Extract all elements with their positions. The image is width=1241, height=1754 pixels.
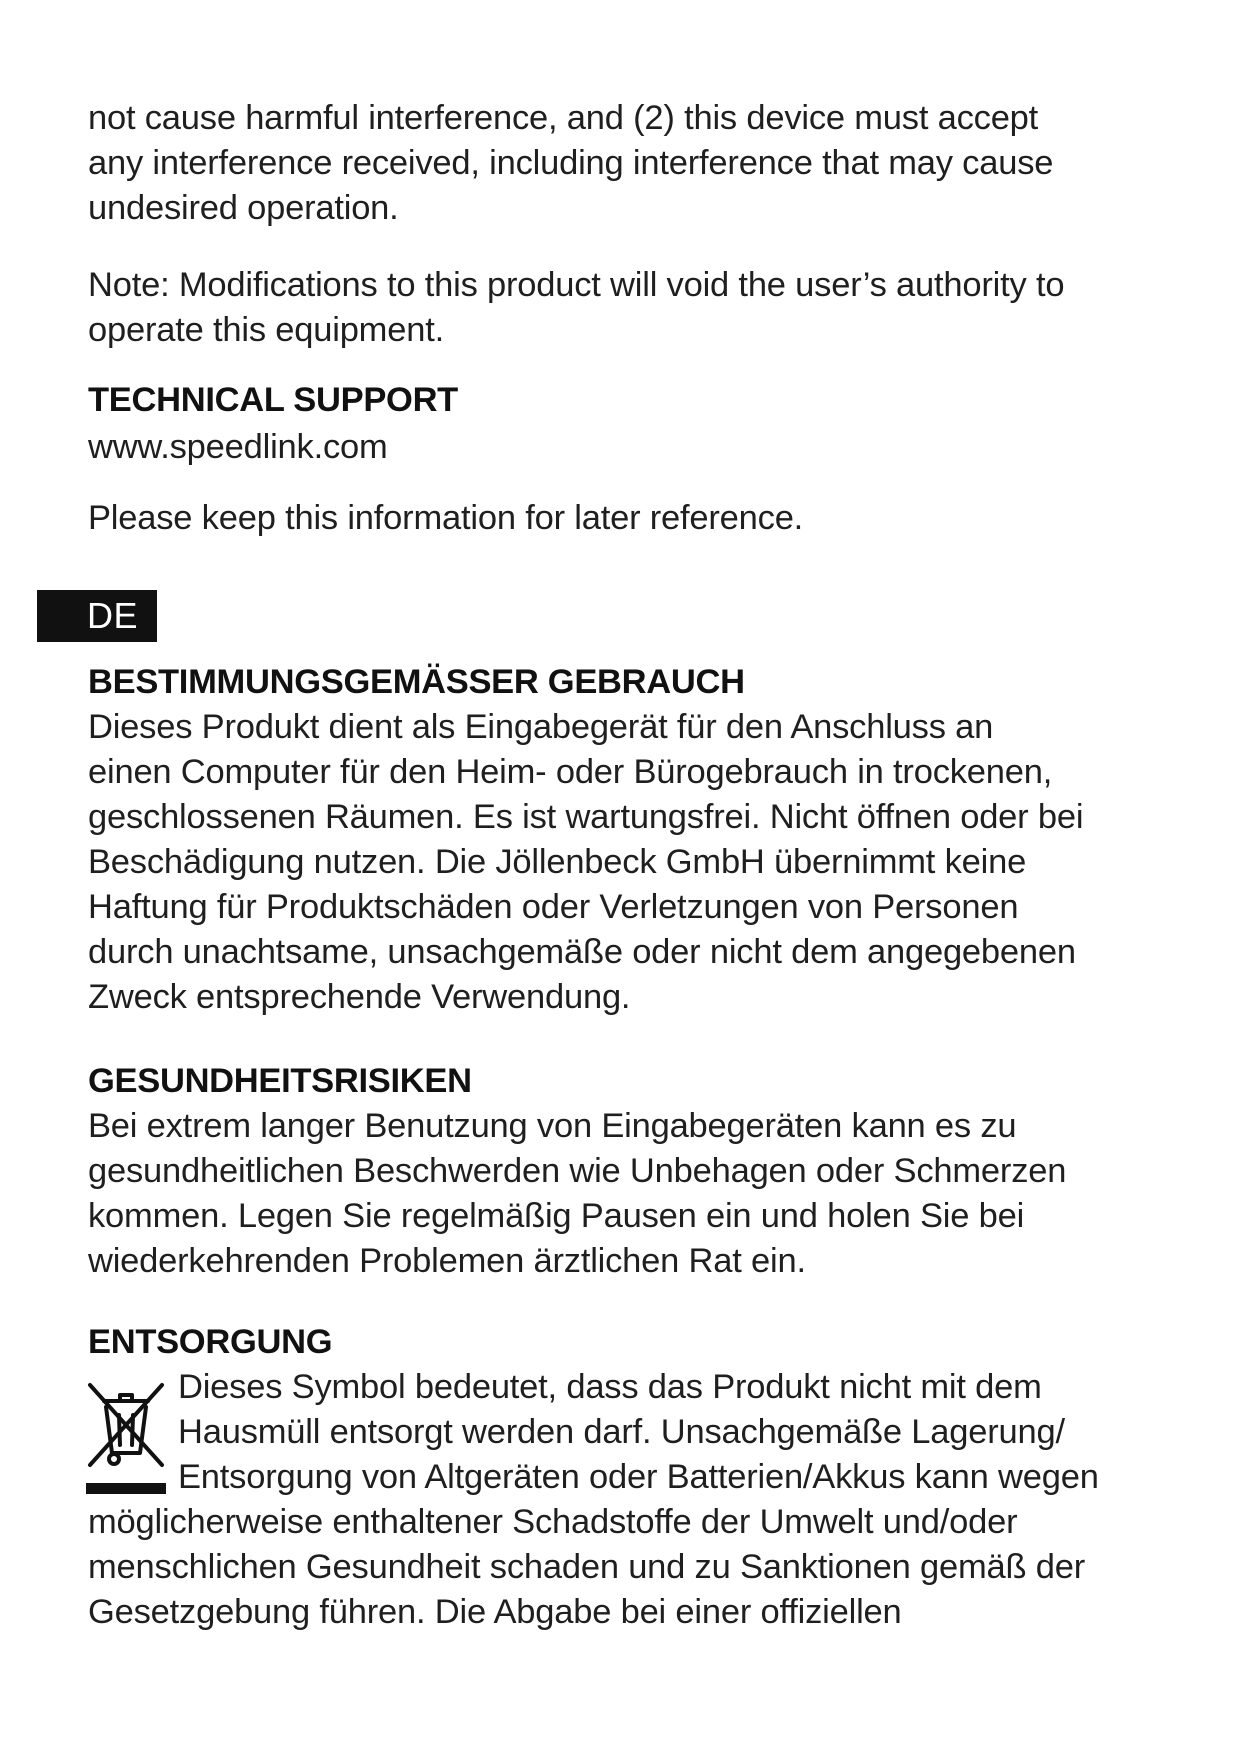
health-risks-heading: GESUNDHEITSRISIKEN (88, 1062, 472, 1100)
intended-use-section (88, 660, 1168, 1020)
text-line: Please keep this information for later reference. (88, 499, 804, 537)
text-line: durch unachtsame, unsachgemäße oder nicht dem angegebenen (88, 933, 1076, 971)
text-line: möglicherweise enthaltener Schadstoffe der Umwelt und/oder (88, 1503, 1018, 1541)
fcc-statement-continuation (88, 96, 1168, 231)
text-line: menschlichen Gesundheit schaden und zu Sanktionen gemäß der (88, 1548, 1086, 1586)
text-line: wiederkehrenden Problemen ärztlichen Rat ein. (88, 1242, 806, 1280)
technical-support-heading: TECHNICAL SUPPORT (88, 381, 458, 419)
intended-use-heading: BESTIMMUNGSGEMÄSSER GEBRAUCH (88, 663, 745, 701)
crossed-out-wheelie-bin-icon (84, 1379, 168, 1497)
text-line: Dieses Produkt dient als Eingabegerät für den Anschluss an (88, 708, 994, 746)
text-line: Gesetzgebung führen. Die Abgabe bei einer offiziellen (88, 1593, 902, 1631)
disposal-heading: ENTSORGUNG (88, 1323, 333, 1361)
text-line: Hausmüll entsorgt werden darf. Unsachgemäße Lagerung/ (178, 1413, 1065, 1451)
technical-support-section (88, 378, 1168, 470)
text-line: geschlossenen Räumen. Es ist wartungsfrei. Nicht öffnen oder bei (88, 798, 1084, 836)
text-line: Dieses Symbol bedeutet, dass das Produkt nicht mit dem (178, 1368, 1042, 1406)
text-line: Entsorgung von Altgeräten oder Batterien/Akkus kann wegen (178, 1458, 1099, 1496)
text-line: any interference received, including interference that may cause (88, 144, 1054, 182)
text-line: operate this equipment. (88, 311, 444, 349)
text-line: Beschädigung nutzen. Die Jöllenbeck GmbH übernimmt keine (88, 843, 1027, 881)
keep-information-note (88, 496, 1168, 541)
text-line: Zweck entsprechende Verwendung. (88, 978, 631, 1016)
modification-note (88, 263, 1168, 353)
text-line: undesired operation. (88, 189, 399, 227)
text-line: gesundheitlichen Beschwerden wie Unbehagen oder Schmerzen (88, 1152, 1067, 1190)
health-risks-section (88, 1059, 1168, 1284)
text-line: einen Computer für den Heim- oder Bürogebrauch in trockenen, (88, 753, 1053, 791)
text-line: Haftung für Produktschäden oder Verletzungen von Personen (88, 888, 1019, 926)
text-line: kommen. Legen Sie regelmäßig Pausen ein und holen Sie bei (88, 1197, 1025, 1235)
text-line: Bei extrem langer Benutzung von Eingabegeräten kann es zu (88, 1107, 1017, 1145)
disposal-section (88, 1320, 1168, 1635)
language-badge-de: DE (37, 590, 157, 642)
support-url: www.speedlink.com (88, 428, 388, 466)
text-line: Note: Modifications to this product will void the user’s authority to (88, 266, 1065, 304)
text-line: not cause harmful interference, and (2) this device must accept (88, 99, 1039, 137)
